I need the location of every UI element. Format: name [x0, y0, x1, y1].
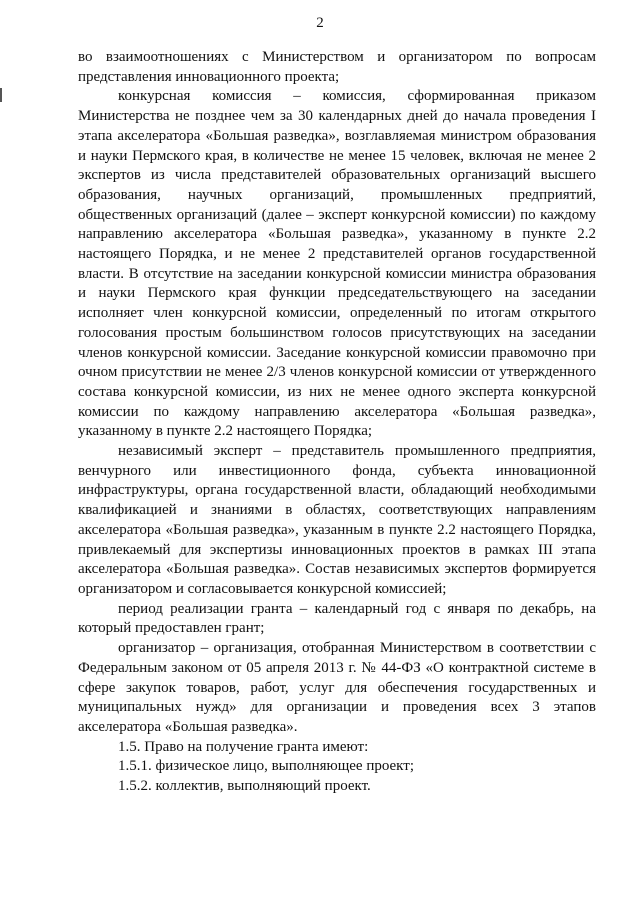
clause-1-5-heading: 1.5. Право на получение гранта имеют: [118, 738, 369, 755]
page-number: 2 [316, 15, 324, 31]
clause-1-5-2: 1.5.2. коллектив, выполняющий проект. [118, 778, 371, 795]
paragraph-grant-period: период реализации гранта – календарный год с января по декабрь, на который предоставлен грант; [78, 600, 596, 637]
paragraph-organizer: организатор – организация, отобранная Министерством в соответствии с Федеральным законом от 05 апреля 2013 г. № 44-ФЗ «О контрактной системе в сфере закупок товаров, работ, услуг для обеспечения государственных и муниципальных нужд» для организации и проведения всех 3 этапов акселератора «Большая разведка». [78, 640, 596, 735]
paragraph-relations-continuation: во взаимоотношениях с Министерством и организатором по вопросам представления инновационного проекта; [78, 49, 596, 85]
paragraph-competition-commission: конкурсная комиссия – комиссия, сформированная приказом Министерства не позднее чем за 30 календарных дней до начала проведения I этапа акселератора «Большая разведка», возглавляемая министром образования и науки Пермского края, в количестве не менее 15 человек, включая не менее 2 экспертов из числа представителей образовательных организаций высшего образования, научных организаций, промышленных предприятий, общественных организаций (далее – эксперт конкурсной комиссии) по каждому направлению акселератора «Большая разведка», указанному в пункте 2.2 настоящего Порядка, и не менее 2 представителей органов государственной власти. В отсутствие на заседании конкурсной комиссии министра образования и науки Пермского края функции председательствующего на заседании исполняет член конкурсной комиссии, определенный по итогам открытого голосования простым большинством голосов присутствующих на заседании членов конкурсной комиссии. Заседание конкурсной комиссии правомочно при очном присутствии не менее 2/3 членов конкурсной комиссии от утвержденного состава конкурсной комиссии, из них не менее одного эксперта конкурсной комиссии по каждому направлению акселератора «Большая разведка», указанному в пункте 2.2 настоящего Порядка; [78, 88, 596, 440]
paragraph-independent-expert: независимый эксперт – представитель промышленного предприятия, венчурного или инвестиционного фонда, субъекта инновационной инфраструктуры, органа государственной власти, обладающий необходимыми квалификацией и знаниями в областях, соответствующих направлениям акселератора «Большая разведка», указанным в пункте 2.2 настоящего Порядка, привлекаемый для экспертизы инновационных проектов в рамках III этапа акселератора «Большая разведка». Состав независимых экспертов формируется организатором и согласовывается конкурсной комиссией; [78, 443, 596, 597]
clause-1-5-1: 1.5.1. физическое лицо, выполняющее проект; [118, 758, 414, 775]
scan-margin-mark [0, 88, 2, 102]
document-body [78, 48, 596, 797]
